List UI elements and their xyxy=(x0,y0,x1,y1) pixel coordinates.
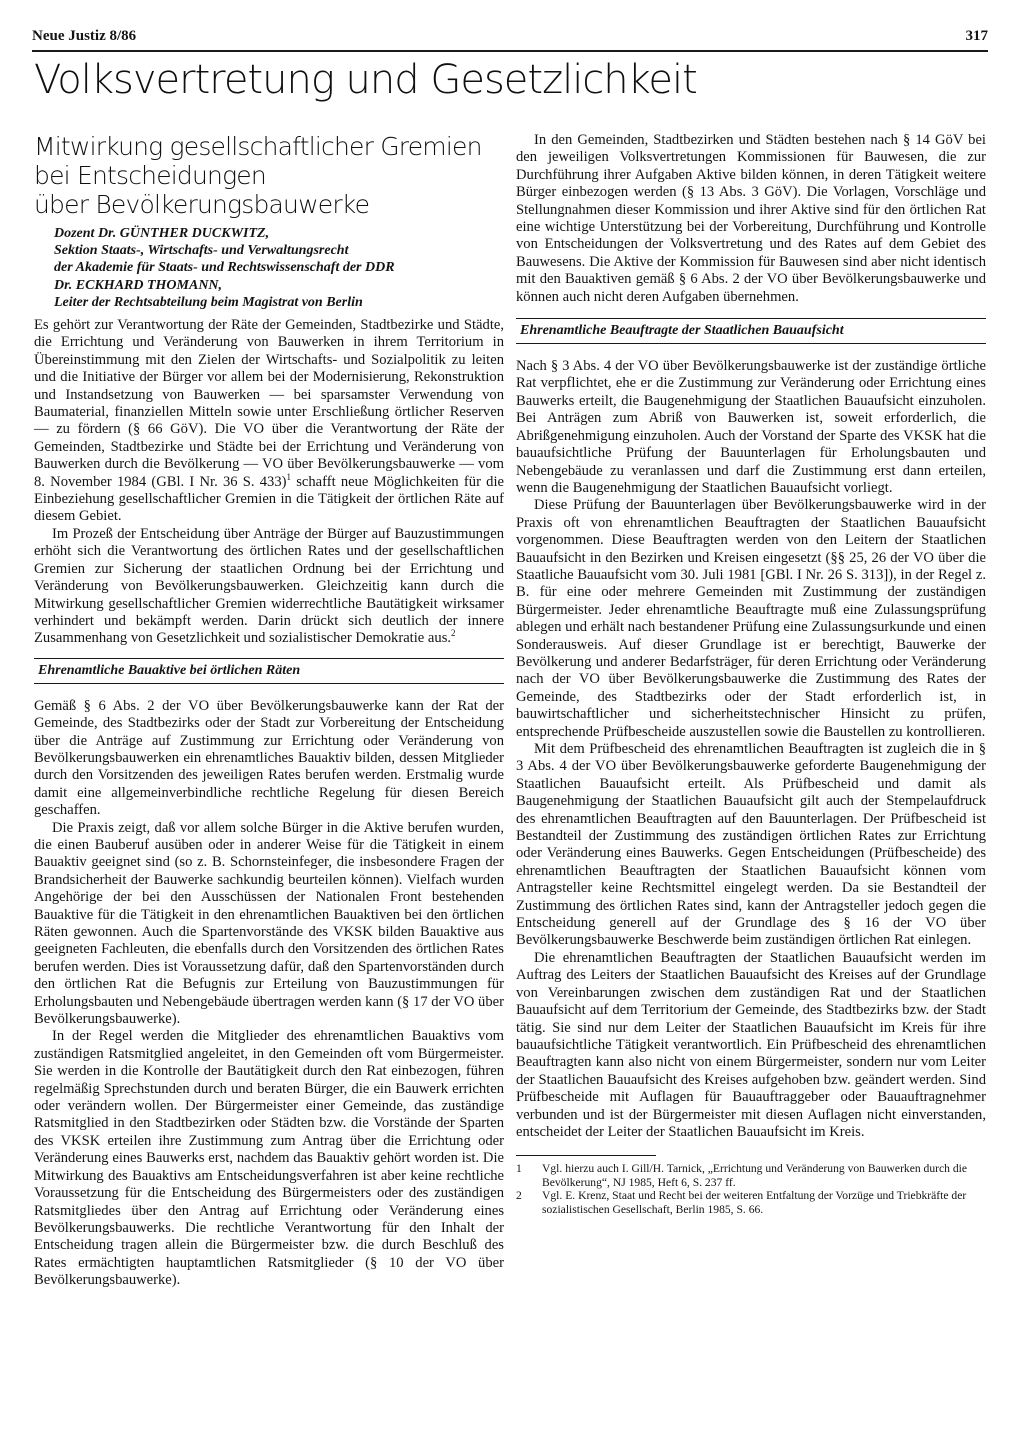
paragraph: In den Gemeinden, Stadtbezirken und Städten bestehen nach § 14 GöV bei den jeweiligen Volksvertretungen Kommissionen für Bauwesen, die zur Durchführung ihrer Aufgaben Aktive bilden können, in deren Tätigkeit weitere Bürger einbezogen werden (§ 13 Abs. 3 GöV). Die Vorlagen, Vorschläge und Stellungnahmen dieser Kommission und ihrer Aktive sind für den örtlichen Rat eine wichtige Unterstützung bei der Vorbereitung, Durchführung und Kontrolle von Entscheidungen der Volksvertretung und des Rates auf dem Gebiet des Bauwesens. Die Aktive der Kommission für Bauwesen sind aber nicht identisch mit den Bauaktiven gemäß § 6 Abs. 2 der VO über Bevölkerungsbauwerke und können auch nicht deren Aufgaben übernehmen. xyxy=(516,132,986,305)
paragraph: In der Regel werden die Mitglieder des ehrenamtlichen Bauaktivs vom zuständigen Ratsmitglied angeleitet, in den Gemeinden oft vom Bürgermeister. Sie werden in die Kontrolle der Bautätigkeit durch den Rat einbezogen, führen regelmäßig Sprechstunden durch und beraten Bürger, die ein Bauwerk errichten oder verändern wollen. Der Bürgermeister einer Gemeinde, das zuständige Ratsmitglied in den Stadtbezirken oder Städten bzw. die Vorstände der Sparten des VKSK erteilen ihre Zustimmung zum Antrag über die Errichtung oder Veränderung eines Bauwerks erst, nachdem das Bauaktiv gehört worden ist. Die Mitwirkung des Bauaktivs am Entscheidungsverfahren ist aber keine rechtliche Voraussetzung für die Entscheidung des Bürgermeisters oder des zuständigen Ratsmitgliedes über den Antrag auf Errichtung oder Veränderung eines Bevölkerungsbauwerks. Die rechtliche Verantwortung für den Inhalt der Entscheidung tragen allein die Bürgermeister bzw. die durch Beschluß des Rates ermächtigten hauptamtlichen Ratsmitglieder (§ 10 der VO über Bevölkerungsbauwerke). xyxy=(34,1028,504,1289)
paragraph: Im Prozeß der Entscheidung über Anträge der Bürger auf Bauzustimmungen erhöht sich die Verantwortung des örtlichen Rates und der gesellschaftlichen Gremien zur Sicherung der staatlichen Ordnung bei der Errichtung und Veränderung von Bevölkerungsbauwerken. Gleichzeitig kann durch die Mitwirkung gesellschaftlicher Gremien widerrechtliche Bautätigkeit wirksamer verhindert und bekämpft werden. Darin drückt sich deutlich der innere Zusammenhang von Gesetzlichkeit und sozialistischer Demokratie aus.$^2$ xyxy=(34,525,504,647)
footnote-number: 1 xyxy=(516,1162,522,1176)
author-affiliation: der Akademie für Staats- und Rechtswissenschaft der DDR xyxy=(54,260,395,276)
right-column xyxy=(516,132,986,1432)
footnote xyxy=(516,1189,986,1216)
paragraph: Nach § 3 Abs. 4 der VO über Bevölkerungsbauwerke ist der zuständige örtliche Rat verpflichtet, ehe er die Zustimmung zur Veränderung oder Errichtung eines Bauwerks erteilt, die Baugenehmigung der Staatlichen Bauaufsicht einzuholen. Bei Anträgen zum Abriß von Bauwerken ist, soweit erforderlich, die Abrißgenehmigung einzuholen. Auch der Vorstand der Sparte des VKSK hat die bauaufsichtliche Prüfung der Bauunterlagen für Erholungsbauten und Nebengebäude zu veranlassen und darf die Zustimmung erst dann erteilen, wenn die Baugenehmigung der Staatlichen Bauaufsicht vorliegt. xyxy=(516,358,986,496)
article-title-line: Mitwirkung gesellschaftlicher Gremien xyxy=(34,132,482,161)
right-intro-text xyxy=(516,132,986,306)
footnote-rule xyxy=(516,1155,656,1156)
page xyxy=(32,28,988,1440)
footnote-ref: 1 xyxy=(286,471,291,482)
footnote xyxy=(516,1162,986,1189)
article-title-line: bei Entscheidungen xyxy=(34,161,266,190)
section-heading: Ehrenamtliche Bauaktive bei örtlichen Räten xyxy=(34,658,504,684)
section-heading: Ehrenamtliche Beauftragte der Staatlichen Bauaufsicht xyxy=(516,318,986,344)
left-column xyxy=(34,132,504,1432)
paragraph: Die ehrenamtlichen Beauftragten der Staatlichen Bauaufsicht werden im Auftrag des Leiters der Staatlichen Bauaufsicht des Kreises auf der Grundlage von Vereinbarungen zwischen dem zuständigen Rat und der Staatlichen Bauaufsicht auf dem Territorium der Gemeinde, des Stadtbezirks bzw. der Stadt tätig. Sie sind nur dem Leiter der Staatlichen Bauaufsicht im Kreis für ihre bauaufsichtliche Tätigkeit verantwortlich. Ein Prüfbescheid des ehrenamtlichen Beauftragten kann also nicht von einem Bürgermeister, sondern nur vom Leiter der Staatlichen Bauaufsicht des Kreises aufgehoben bzw. geändert werden. Sind Prüfbescheide mit Auflagen für Bauauftraggeber oder Bauauftragnehmer verbunden und ist der Bürgermeister mit diesen Auflagen nicht einverstanden, entscheidet der Leiter der Staatlichen Bauaufsicht im Kreis. xyxy=(516,949,986,1140)
journal-issue: Neue Justiz 8/86 xyxy=(32,28,137,44)
author-name: Dozent Dr. GÜNTHER DUCKWITZ, xyxy=(54,226,270,241)
section2-text xyxy=(516,358,986,1141)
page-number: 317 xyxy=(965,28,988,44)
footnote-number: 2 xyxy=(516,1189,522,1203)
paragraph: Es gehört zur Verantwortung der Räte der Gemeinden, Stadtbezirke und Städte, die Errichtung und Veränderung von Bauwerken in ihrem Territorium in Übereinstimmung mit den Zielen der Wirtschafts- und Sozialpolitik zu leiten und die Initiative der Bürger vor allem bei der Modernisierung, Rekonstruktion und Instandsetzung von Bauwerken — bei sparsamster Verwendung von Baumaterial, finanziellen Mitteln sowie unter Erschließung örtlicher Reserven — zu fördern (§ 66 GöV). Die VO über die Verantwortung der Räte der Gemeinden, Stadtbezirke und Städte bei der Errichtung und Veränderung von Bauwerken durch die Bevölkerung — VO über Bevölkerungsbauwerke — vom 8. November 1984 (GBl. I Nr. 36 S. 433)$^1$ schafft neue Möglichkeiten für die Einbeziehung gesellschaftlicher Gremien in die Tätigkeit der örtlichen Räte auf diesem Gebiet. xyxy=(34,317,504,525)
running-head xyxy=(32,28,988,50)
author-name: Dr. ECKHARD THOMANN, xyxy=(54,277,223,293)
author-affiliation: Leiter der Rechtsabteilung beim Magistrat von Berlin xyxy=(54,294,363,310)
paragraph: Gemäß § 6 Abs. 2 der VO über Bevölkerungsbauwerke kann der Rat der Gemeinde, des Stadtbezirks oder der Stadt zur Vorbereitung der Entscheidung über die Anträge auf Zustimmung zur Errichtung oder Veränderung von Bevölkerungsbauwerken ein ehrenamtliches Bauaktiv bilden, dessen Mitglieder durch den Vorsitzenden des jeweiligen Rates berufen werden. Erstmalig wurde damit eine allgemeinverbindliche rechtliche Regelung für diesen Bereich geschaffen. xyxy=(34,697,504,819)
section1-text xyxy=(34,698,504,1290)
header-rule xyxy=(32,50,988,52)
author-affiliation: Sektion Staats-, Wirtschafts- und Verwaltungsrecht xyxy=(54,243,349,259)
paragraph: Diese Prüfung der Bauunterlagen über Bevölkerungsbauwerke wird in der Praxis oft von ehrenamtlichen Beauftragten der Staatlichen Bauaufsicht vorgenommen. Diese Beauftragten werden von den Leitern der Staatlichen Bauaufsicht in den Bezirken und Kreisen eingesetzt (§§ 25, 26 der VO über die Staatliche Bauaufsicht vom 30. Juli 1981 [GBl. I Nr. 26 S. 313]), in der Regel z. B. für eine oder mehrere Gemeinden mit Zustimmung der zuständigen Bürgermeister. Jeder ehrenamtliche Beauftragte muß eine Zulassungsprüfung ablegen und erhält nach bestandener Prüfung eine Zulassungsurkunde und einen Sonderausweis. Auf dieser Grundlage ist er berechtigt, Bauwerke der Bevölkerung und anderer Bedarfsträger, für deren Errichtung oder Veränderung nach der VO über Bevölkerungsbauwerke die Zustimmung des Rates der Gemeinde, des Stadtbezirks oder der Stadt erforderlich ist, in bauwirtschaftlicher und sicherheitstechnischer Hinsicht zu prüfen, entsprechende Prüfbescheide auszustellen sowie die Baustellen zu kontrollieren. xyxy=(516,497,986,740)
author-byline xyxy=(54,225,504,311)
section-title: Volksvertretung und Gesetzlichkeit xyxy=(34,57,697,103)
footnotes xyxy=(516,1162,986,1216)
paragraph: Mit dem Prüfbescheid des ehrenamtlichen Beauftragten ist zugleich die in § 3 Abs. 4 der VO über Bevölkerungsbauwerke geforderte Baugenehmigung der Staatlichen Bauaufsicht erteilt. Als Prüfbescheid und damit als Baugenehmigung der Staatlichen Bauaufsicht gilt auch der Stempelaufdruck des ehrenamtlichen Beauftragten auf den Bauunterlagen. Der Prüfbescheid ist Bestandteil der Zustimmung des zuständigen örtlichen Rates zur Errichtung oder Veränderung eines Bauwerks. Gegen Entscheidungen (Prüfbescheide) des ehrenamtlichen Beauftragten der Staatlichen Bauaufsicht können vom Antragsteller keine Rechtsmittel eingelegt werden. Da sie Bestandteil der Zustimmung des örtlichen Rates sind, kann der Antragsteller jedoch gegen die Entscheidung generell auf der Grundlage des § 16 der VO über Bevölkerungsbauwerke Beschwerde beim zuständigen örtlichen Rat einlegen. xyxy=(516,741,986,949)
footnote-ref: 2 xyxy=(451,628,456,639)
footnote-text: Vgl. hierzu auch I. Gill/H. Tarnick, „Errichtung und Veränderung von Bauwerken durch die Bevölkerung“, NJ 1985, Heft 6, S. 237 ff. xyxy=(542,1162,968,1189)
footnote-text: Vgl. E. Krenz, Staat und Recht bei der weiteren Entfaltung der Vorzüge und Triebkräfte der sozialistischen Gesellschaft, Berlin 1985, S. 66. xyxy=(542,1189,967,1216)
paragraph: Die Praxis zeigt, daß vor allem solche Bürger in die Aktive berufen wurden, die einen Bauberuf ausüben oder in anderer Weise für die Tätigkeit in einem Bauaktiv geeignet sind (so z. B. Schornsteinfeger, die insbesondere Fragen der Brandsicherheit der Bauwerke sachkundig beurteilen können). Vielfach wurden Angehörige der bei den Ausschüssen der Nationalen Front bestehenden Bauaktive für die Tätigkeit in den ehrenamtlichen Bauaktiven bei den örtlichen Räten gewonnen. Auch die Spartenvorstände des VKSK bilden Bauaktive aus geeigneten Fachleuten, die ebenfalls durch den Vorsitzenden des örtlichen Rates berufen werden. Dies ist Voraussetzung dafür, daß den Spartenvorständen durch den örtlichen Rat die Befugnis zur Erteilung von Bauzustimmungen für Erholungsbauten und Nebengebäude übertragen werden kann (§ 17 der VO über Bevölkerungsbauwerke). xyxy=(34,819,504,1028)
article-title-line: über Bevölkerungsbauwerke xyxy=(34,190,370,219)
article-title xyxy=(34,132,504,219)
intro-text xyxy=(34,317,504,648)
